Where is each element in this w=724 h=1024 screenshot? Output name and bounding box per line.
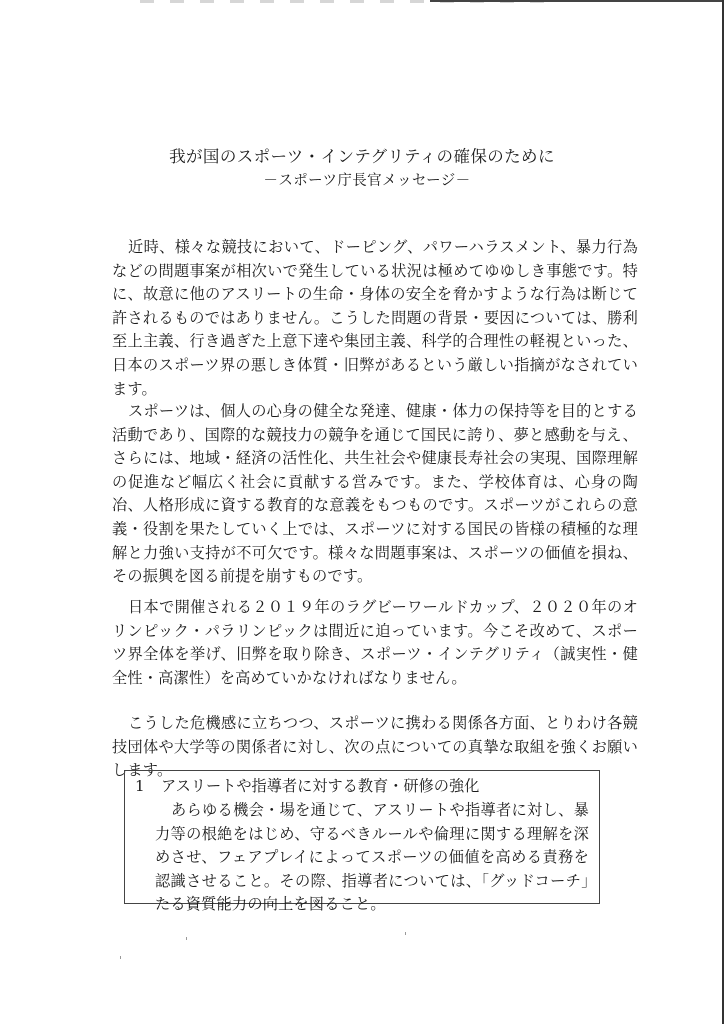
scan-edge-top xyxy=(430,0,722,2)
scan-speck xyxy=(186,937,187,940)
document-title: 我が国のスポーツ・インテグリティの確保のために xyxy=(169,147,555,166)
box-body: あらゆる機会・場を通じて、アスリートや指導者に対し、暴力等の根絶をはじめ、守るべきルールや倫理に関する理解を深めさせ、フェアプレイによってスポーツの価値を高める責務を認識させること。その際、指導者については、「グッドコーチ」たる資質能力の向上を図ること。 xyxy=(155,801,589,914)
box-number: 1 xyxy=(135,777,145,795)
scan-speck xyxy=(405,932,406,935)
request-box-1 xyxy=(124,770,600,914)
paragraph-2: スポーツは、個人の心身の健全な発達、健康・体力の保持等を目的とする活動であり、国際的な競技力の競争を通じて国民に誇り、夢と感動を与え、さらには、地域・経済の活性化、共生社会や健康長寿社会の実現、国際理解の促進など幅広く社会に貢献する営みです。また、学校体育は、心身の陶冶、人格形成に資する教育的な意義をもつものです。スポーツがこれらの意義・役割を果たしていく上では、スポーツに対する国民の皆様の積極的な理解と力強い支持が不可欠です。様々な問題事案は、スポーツの価値を損ね、その振興を図る前提を崩すものです。 xyxy=(112,402,638,586)
scan-speck xyxy=(120,956,121,959)
paragraph-4: こうした危機感に立ちつつ、スポーツに携わる関係各方面、とりわけ各競技団体や大学等の関係者に対し、次の点についての真摯な取組を強くお願いします。 xyxy=(112,714,638,780)
document-subtitle: －スポーツ庁長官メッセージ－ xyxy=(263,173,471,189)
paragraph-1: 近時、様々な競技において、ドーピング、パワーハラスメント、暴力行為などの問題事案が相次いで発生している状況は極めてゆゆしき事態です。特に、故意に他のアスリートの生命・身体の安全を脅かすような行為は断じて許されるものではありません。こうした問題の背景・要因については、勝利至上主義、行き過ぎた上意下達や集団主義、科学的合理性の軽視といった、日本のスポーツ界の悪しき体質・旧弊があるという厳しい指摘がなされています。 xyxy=(112,238,638,398)
box-heading xyxy=(135,775,479,799)
paragraph-3: 日本で開催される２０１９年のラグビーワールドカップ、２０２０年のオリンピック・パラリンピックは間近に迫っています。今こそ改めて、スポーツ界全体を挙げ、旧弊を取り除き、スポーツ・インテグリティ（誠実性・健全性・高潔性）を高めていかなければなりません。 xyxy=(112,598,638,687)
box-heading-text: アスリートや指導者に対する教育・研修の強化 xyxy=(161,777,480,795)
